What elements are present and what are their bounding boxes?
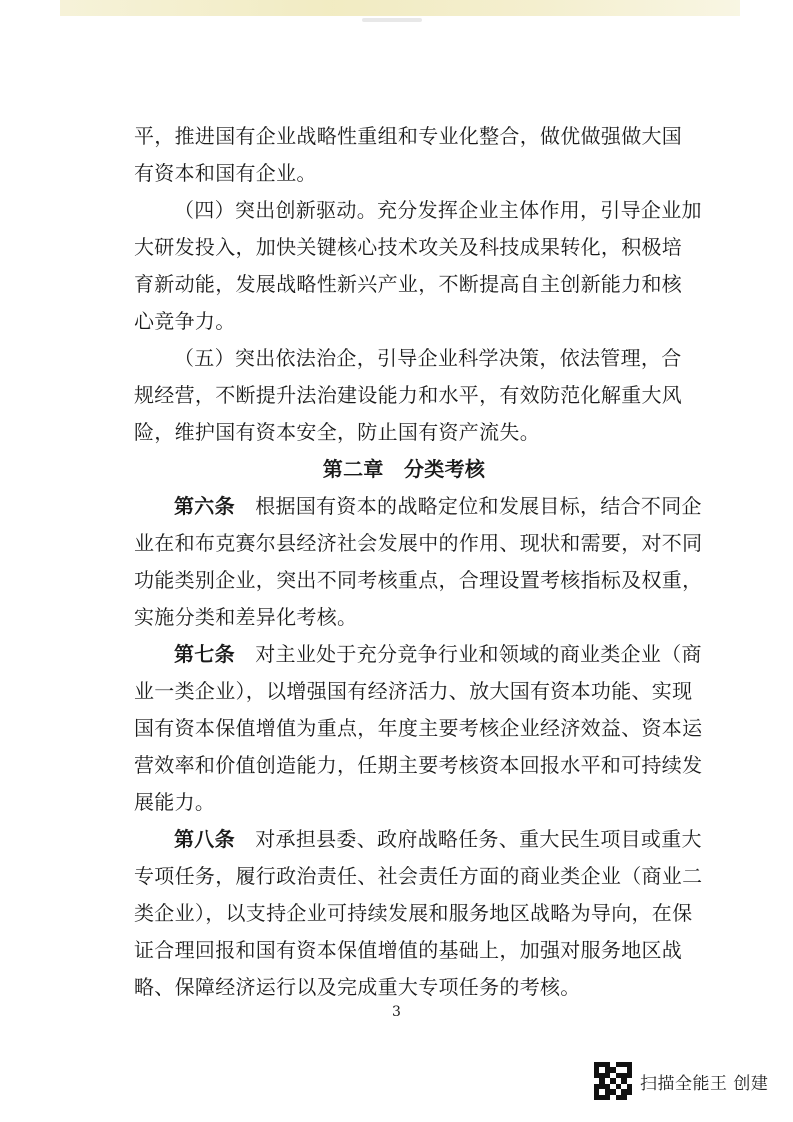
- scan-smudge: [362, 18, 422, 22]
- text-line: 国有资本保值增值为重点，年度主要考核企业经济效益、资本运: [134, 716, 703, 740]
- article-label: 第八条: [174, 827, 235, 851]
- chapter-title: 第二章 分类考核: [322, 457, 486, 481]
- scanner-watermark: [594, 1062, 768, 1100]
- text-line: 大研发投入，加快关键核心技术攻关及科技成果转化，积极培: [134, 235, 683, 259]
- article-label: 第七条: [174, 642, 235, 666]
- article-text: 对主业处于充分竞争行业和领域的商业类企业（商: [255, 642, 702, 666]
- article-text: 对承担县委、政府战略任务、重大民生项目或重大: [255, 827, 702, 851]
- qr-code-icon: [594, 1062, 632, 1100]
- page-number: 3: [392, 1004, 401, 1020]
- text-line: 功能类别企业，突出不同考核重点，合理设置考核指标及权重，: [134, 568, 703, 592]
- article-label: 第六条: [174, 494, 235, 518]
- text-line: 专项任务，履行政治责任、社会责任方面的商业类企业（商业二: [134, 864, 703, 888]
- text-line: （四）突出创新驱动。充分发挥企业主体作用，引导企业加: [174, 198, 702, 222]
- scan-top-strip: [60, 0, 740, 16]
- document-body: [134, 118, 703, 1006]
- article-first-line: [134, 488, 702, 525]
- article-first-line: [134, 821, 702, 858]
- text-line: 实施分类和差异化考核。: [134, 605, 358, 629]
- article-text: 根据国有资本的战略定位和发展目标，结合不同企: [255, 494, 702, 518]
- text-line: 规经营，不断提升法治建设能力和水平，有效防范化解重大风: [134, 383, 683, 407]
- text-line: 险，维护国有资本安全，防止国有资产流失。: [134, 420, 540, 444]
- text-line: 心竞争力。: [134, 309, 236, 333]
- text-line: 证合理回报和国有资本保值增值的基础上，加强对服务地区战: [134, 938, 683, 962]
- text-line: 业在和布克赛尔县经济社会发展中的作用、现状和需要，对不同: [134, 531, 703, 555]
- text-line: 略、保障经济运行以及完成重大专项任务的考核。: [134, 975, 581, 999]
- article-first-line: [134, 636, 702, 673]
- text-line: 育新动能，发展战略性新兴产业，不断提高自主创新能力和核: [134, 272, 683, 296]
- text-line: （五）突出依法治企，引导企业科学决策，依法管理，合: [174, 346, 682, 370]
- text-line: 业一类企业），以增强国有经济活力、放大国有资本功能、实现: [134, 679, 693, 703]
- text-line: 展能力。: [134, 790, 216, 814]
- text-line: 平，推进国有企业战略性重组和专业化整合，做优做强做大国: [134, 124, 683, 148]
- text-line: 有资本和国有企业。: [134, 161, 317, 185]
- watermark-text: 扫描全能王 创建: [640, 1073, 769, 1094]
- text-line: 营效率和价值创造能力，任期主要考核资本回报水平和可持续发: [134, 753, 703, 777]
- text-line: 类企业），以支持企业可持续发展和服务地区战略为导向，在保: [134, 901, 693, 925]
